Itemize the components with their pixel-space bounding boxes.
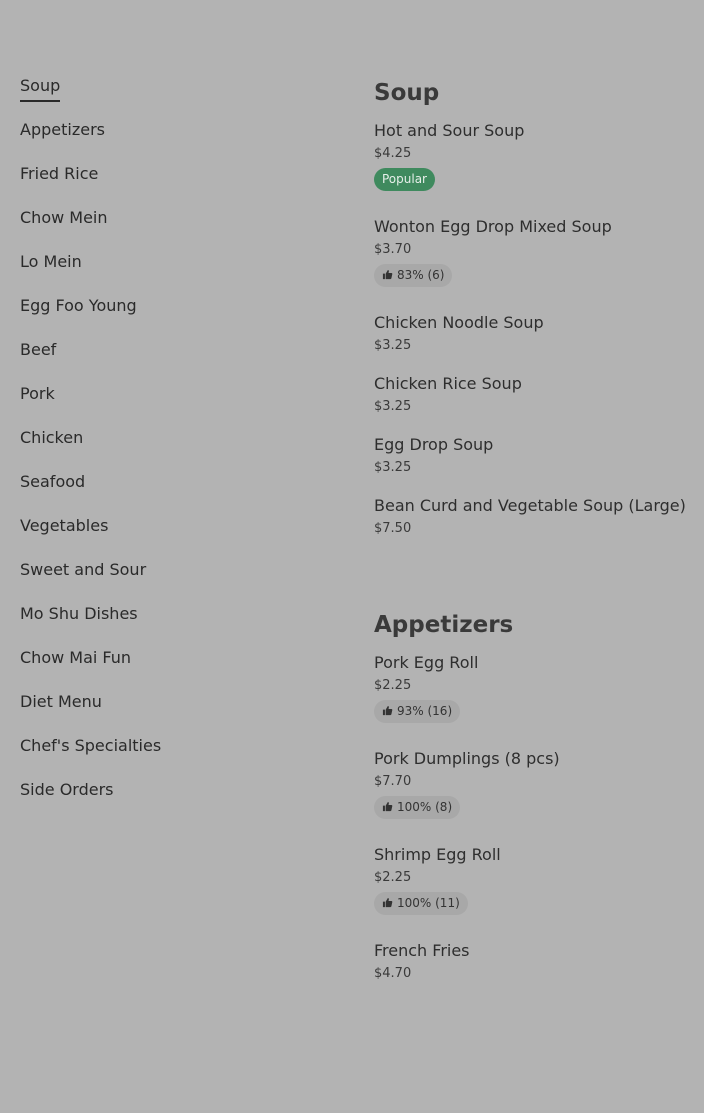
item-name: Hot and Sour Soup (374, 121, 525, 140)
sidebar-item-appetizers[interactable] (20, 118, 340, 162)
menu-item[interactable] (374, 434, 704, 477)
menu-section-appetizers (374, 608, 704, 983)
item-name: Chicken Rice Soup (374, 374, 522, 393)
sidebar-item-label: Diet Menu (20, 692, 102, 711)
rating-badge (374, 892, 468, 915)
section-spacer (374, 556, 704, 608)
sidebar-item-label: Sweet and Sour (20, 560, 147, 579)
item-price: $4.25 (374, 146, 412, 161)
badge-text: 100% (11) (397, 896, 460, 910)
menu-item[interactable] (374, 748, 704, 819)
menu-item[interactable] (374, 940, 704, 983)
item-name: Pork Egg Roll (374, 653, 479, 672)
sidebar-item-label: Beef (20, 340, 57, 359)
sidebar-item-vegetables[interactable] (20, 514, 340, 558)
menu-item[interactable] (374, 495, 704, 538)
sidebar-item-label: Appetizers (20, 120, 105, 139)
sidebar-item-label: Chicken (20, 428, 84, 447)
sidebar-item-label: Mo Shu Dishes (20, 604, 138, 623)
sidebar-item-label: Side Orders (20, 780, 114, 799)
sidebar-item-label: Soup (20, 74, 60, 102)
item-name: Egg Drop Soup (374, 435, 494, 454)
menu-item[interactable] (374, 312, 704, 355)
menu-item[interactable] (374, 652, 704, 723)
sidebar-item-sweet-and-sour[interactable] (20, 558, 340, 602)
rating-badge (374, 264, 452, 287)
item-price: $7.70 (374, 774, 412, 789)
item-name: Shrimp Egg Roll (374, 845, 501, 864)
badge-text: 100% (8) (397, 800, 453, 814)
sidebar-item-label: Chow Mein (20, 208, 108, 227)
sidebar-item-side-orders[interactable] (20, 778, 340, 822)
sidebar-item-chef-s-specialties[interactable] (20, 734, 340, 778)
menu-item[interactable] (374, 120, 704, 191)
category-sidebar (20, 74, 340, 822)
sidebar-item-lo-mein[interactable] (20, 250, 340, 294)
badge-text: 83% (6) (397, 268, 445, 282)
thumbs-up-icon (382, 269, 393, 280)
sidebar-item-chow-mein[interactable] (20, 206, 340, 250)
item-name: Pork Dumplings (8 pcs) (374, 749, 560, 768)
item-price: $2.25 (374, 870, 412, 885)
sidebar-item-fried-rice[interactable] (20, 162, 340, 206)
sidebar-item-label: Pork (20, 384, 55, 403)
popular-badge (374, 168, 435, 191)
item-name: Chicken Noodle Soup (374, 313, 544, 332)
sidebar-item-diet-menu[interactable] (20, 690, 340, 734)
rating-badge (374, 700, 460, 723)
item-price: $2.25 (374, 678, 412, 693)
sidebar-item-label: Egg Foo Young (20, 296, 137, 315)
sidebar-item-pork[interactable] (20, 382, 340, 426)
menu-section-soup (374, 76, 704, 538)
sidebar-item-chicken[interactable] (20, 426, 340, 470)
sidebar-item-label: Chef's Specialties (20, 736, 162, 755)
sidebar-item-soup[interactable] (20, 74, 340, 118)
sidebar-item-label: Lo Mein (20, 252, 82, 271)
item-price: $3.25 (374, 338, 412, 353)
thumbs-up-icon (382, 897, 393, 908)
menu-item[interactable] (374, 844, 704, 915)
rating-badge (374, 796, 460, 819)
menu-item[interactable] (374, 373, 704, 416)
item-price: $3.25 (374, 460, 412, 475)
menu-item[interactable] (374, 216, 704, 287)
thumbs-up-icon (382, 801, 393, 812)
item-name: French Fries (374, 941, 470, 960)
sidebar-item-label: Fried Rice (20, 164, 99, 183)
item-name: Bean Curd and Vegetable Soup (Large) (374, 496, 686, 515)
sidebar-item-label: Chow Mai Fun (20, 648, 132, 667)
menu-list (374, 76, 704, 1001)
thumbs-up-icon (382, 705, 393, 716)
item-price: $4.70 (374, 966, 412, 981)
section-title: Appetizers (374, 612, 514, 638)
sidebar-item-label: Vegetables (20, 516, 109, 535)
section-title: Soup (374, 80, 440, 106)
badge-text: 93% (16) (397, 704, 453, 718)
sidebar-item-mo-shu-dishes[interactable] (20, 602, 340, 646)
sidebar-item-egg-foo-young[interactable] (20, 294, 340, 338)
item-price: $3.70 (374, 242, 412, 257)
item-price: $7.50 (374, 521, 412, 536)
badge-text: Popular (382, 172, 427, 186)
sidebar-item-beef[interactable] (20, 338, 340, 382)
item-price: $3.25 (374, 399, 412, 414)
item-name: Wonton Egg Drop Mixed Soup (374, 217, 612, 236)
sidebar-item-label: Seafood (20, 472, 86, 491)
sidebar-item-chow-mai-fun[interactable] (20, 646, 340, 690)
sidebar-item-seafood[interactable] (20, 470, 340, 514)
